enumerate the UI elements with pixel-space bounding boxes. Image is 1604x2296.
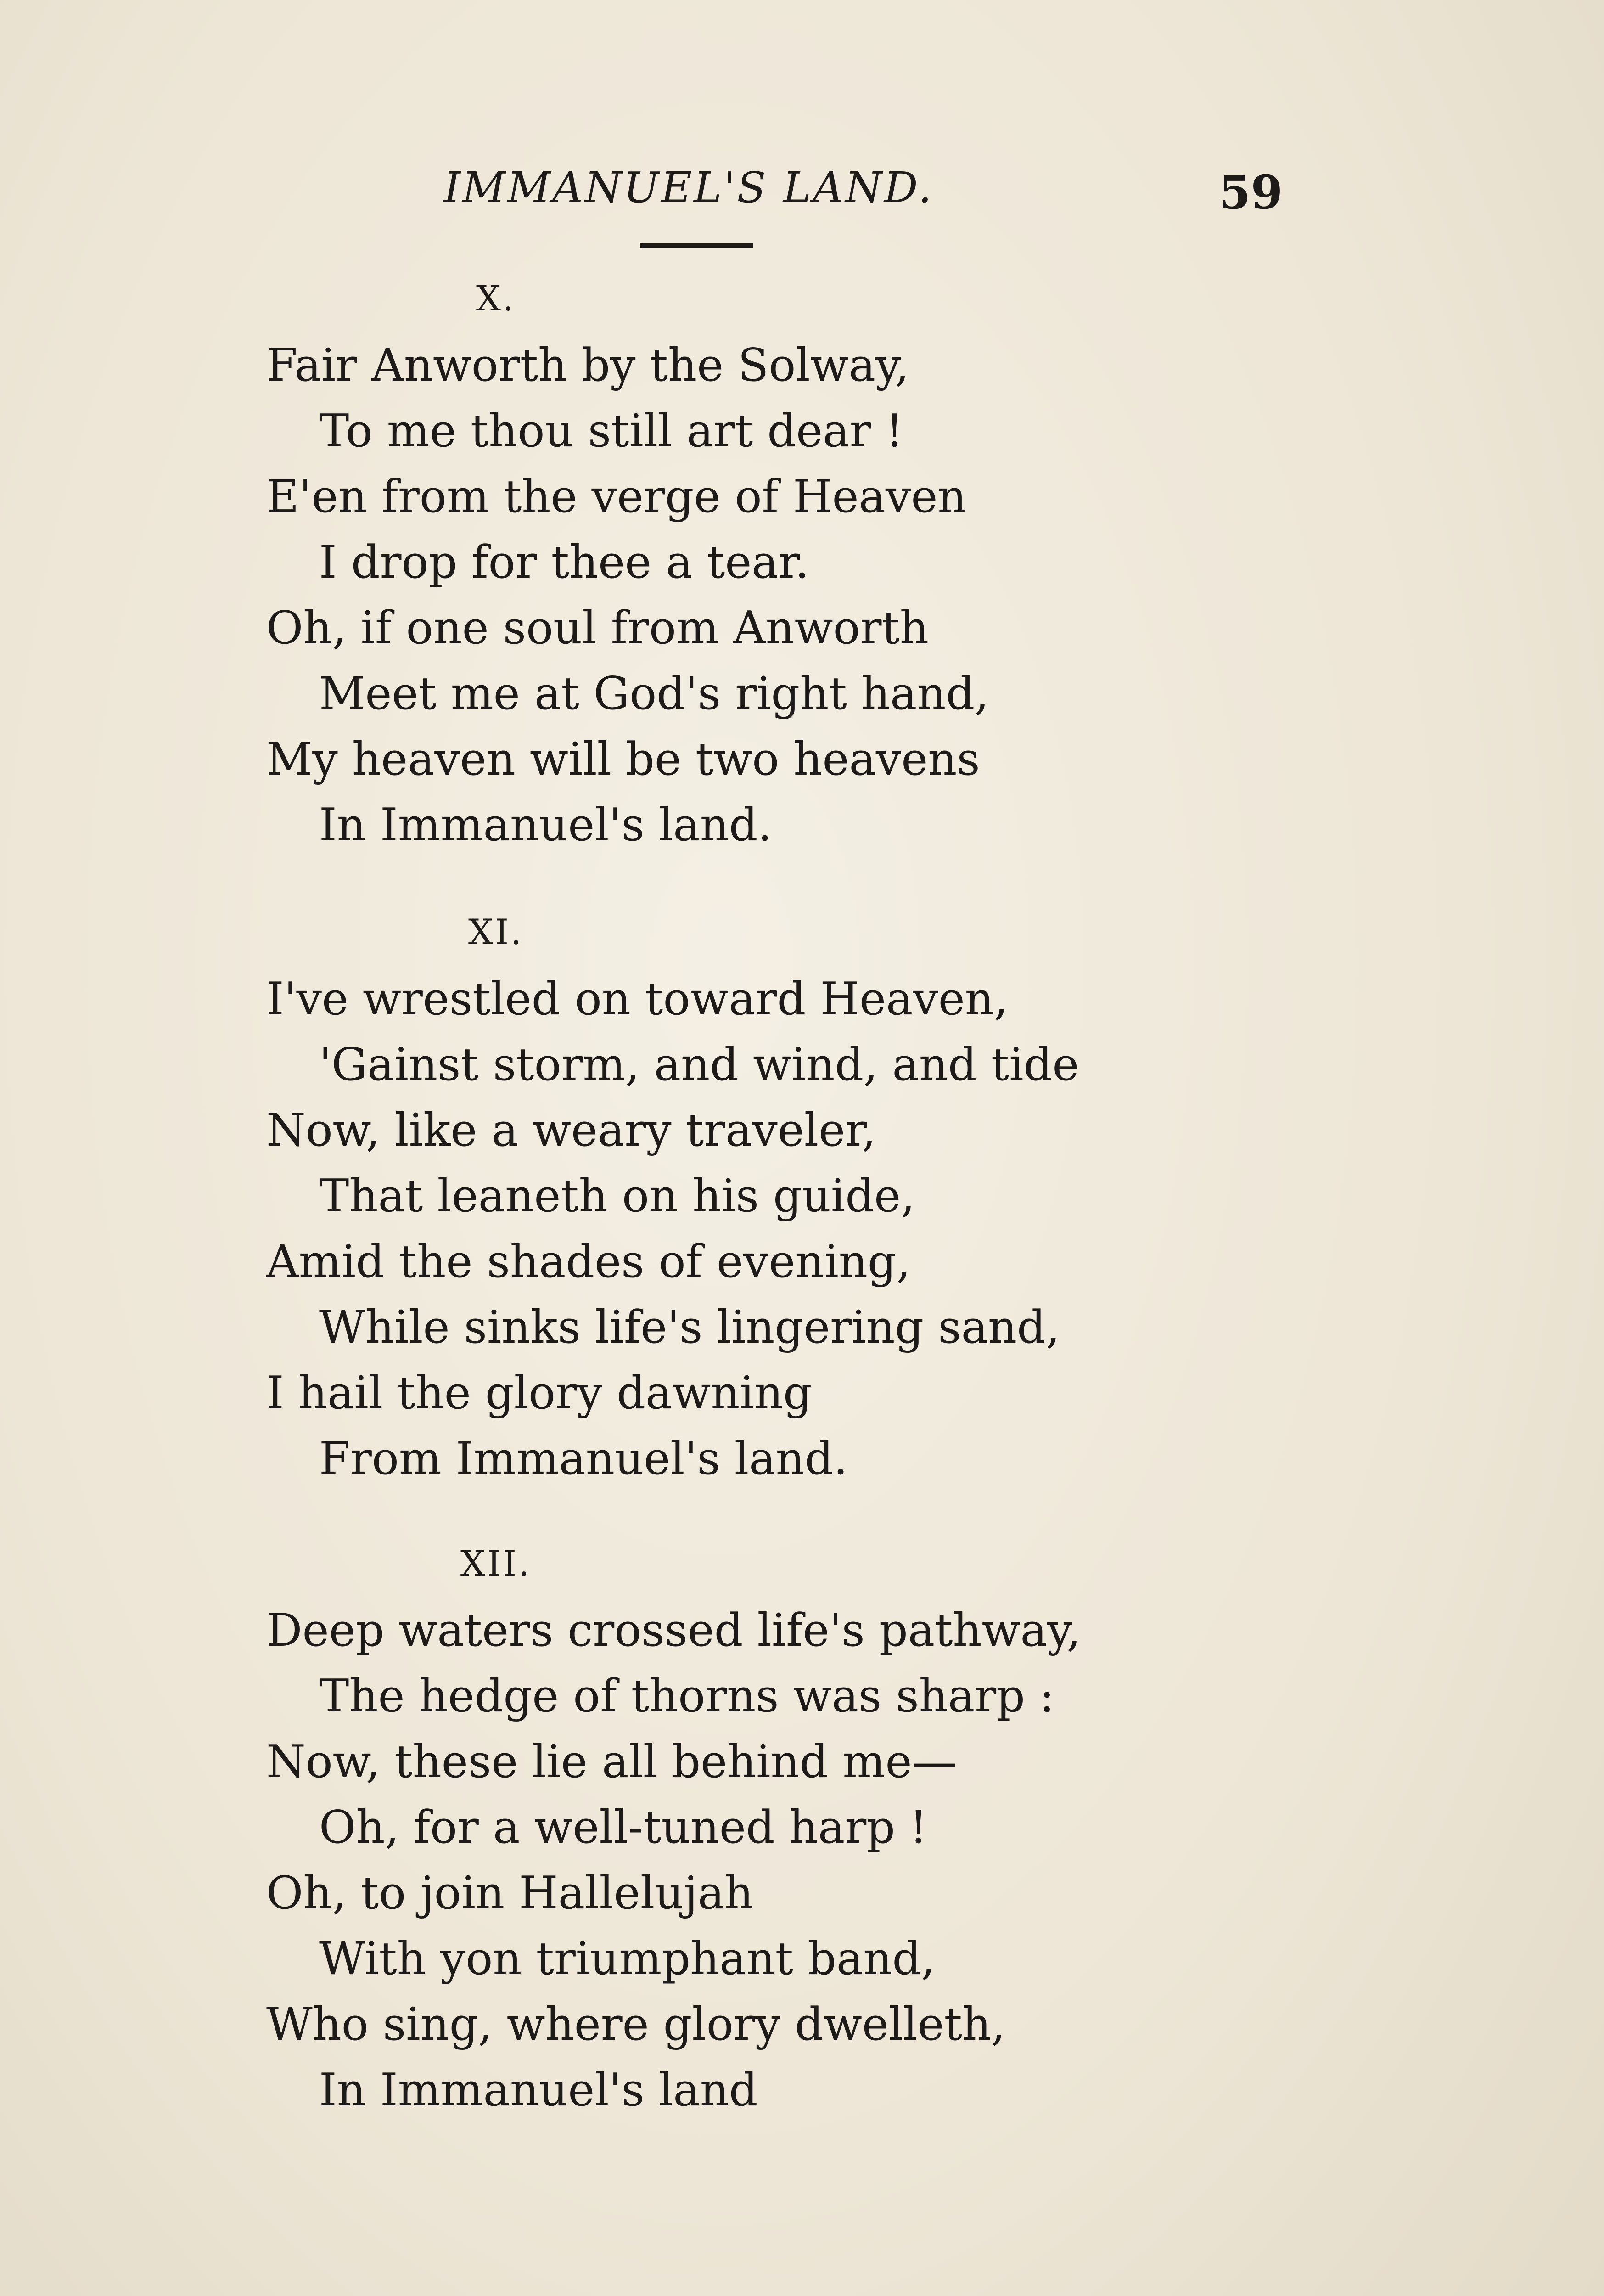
poem-line: E'en from the verge of Heaven <box>266 471 967 523</box>
poem-line: That leaneth on his guide, <box>319 1170 915 1222</box>
poem-line: Now, like a weary traveler, <box>266 1104 876 1157</box>
poem-line: In Immanuel's land. <box>319 799 772 851</box>
poem-line: Fair Anworth by the Solway, <box>266 339 909 392</box>
poem-line: Amid the shades of evening, <box>266 1236 911 1288</box>
poem-line: I drop for thee a tear. <box>319 536 809 589</box>
poem-line: I've wrestled on toward Heaven, <box>266 973 1008 1025</box>
poem-line: Who sing, where glory dwelleth, <box>266 1998 1006 2051</box>
poem-line: While sinks life's lingering sand, <box>319 1301 1060 1354</box>
poem-line: 'Gainst storm, and wind, and tide <box>319 1039 1079 1091</box>
poem-line: From Immanuel's land. <box>319 1433 848 1485</box>
stanza-numeral: XII. <box>460 1543 532 1584</box>
poem-line: Deep waters crossed life's pathway, <box>266 1604 1081 1657</box>
stanza-xi <box>266 912 1184 1492</box>
stanza-xii <box>266 1543 1184 2123</box>
stanza-numeral: X. <box>476 278 516 319</box>
poem-line: In Immanuel's land <box>319 2064 758 2116</box>
poem-line: The hedge of thorns was sharp : <box>319 1670 1055 1722</box>
poem-line: I hail the glory dawning <box>266 1367 812 1419</box>
title-rule <box>640 243 753 248</box>
poem-line: Now, these lie all behind me— <box>266 1736 957 1788</box>
poem-line: To me thou still art dear ! <box>319 405 903 457</box>
poem-line: Meet me at God's right hand, <box>319 668 989 720</box>
poem-line: Oh, to join Hallelujah <box>266 1867 754 1919</box>
stanza-x <box>266 278 1184 858</box>
page-number: 59 <box>1219 165 1283 219</box>
running-title: IMMANUEL'S LAND. <box>443 163 934 212</box>
poem-line: My heaven will be two heavens <box>266 733 980 786</box>
poem-line: With yon triumphant band, <box>319 1933 936 1985</box>
stanza-numeral: XI. <box>468 912 524 952</box>
poem-line: Oh, if one soul from Anworth <box>266 602 929 654</box>
poem-line: Oh, for a well-tuned harp ! <box>319 1801 928 1854</box>
